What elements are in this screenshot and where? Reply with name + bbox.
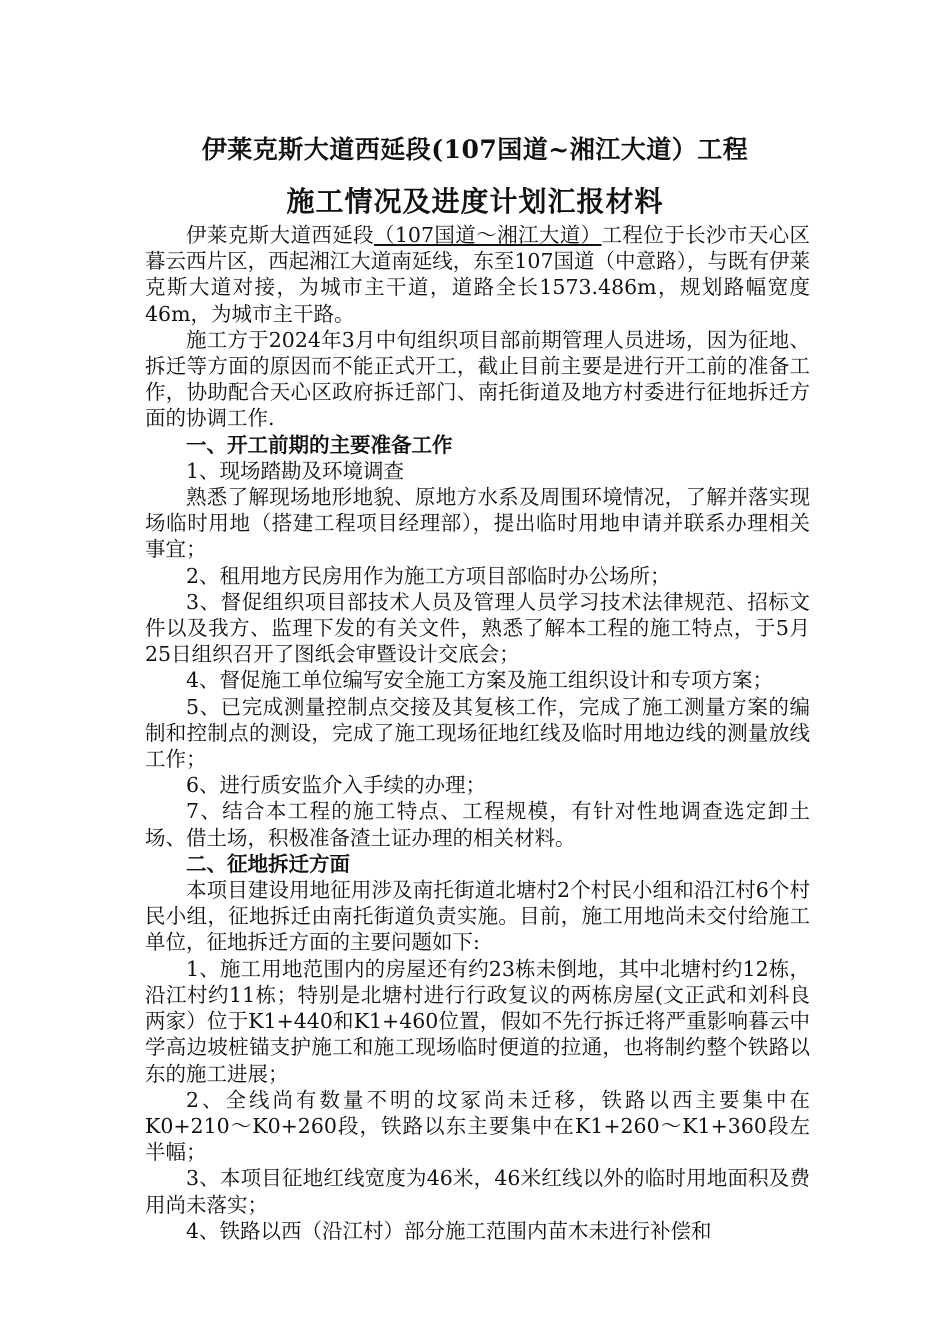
section2-item: 4、铁路以西（沿江村）部分施工范围内苗木未进行补偿和 — [186, 1218, 712, 1243]
section2-item: 3、本项目征地红线宽度为46米，46米红线以外的临时用地面积及费用尚未落实； — [145, 1166, 810, 1217]
section2-heading: 二、征地拆迁方面 — [186, 851, 350, 876]
section1-item: 1、现场踏勘及环境调查 — [186, 458, 405, 483]
section2-item: 2、全线尚有数量不明的坟冢尚未迁移，铁路以西主要集中在K0+210～K0+260段，铁路以东主要集中在K1+260～K1+360段左半幅； — [145, 1087, 810, 1165]
intro-lead: 伊莱克斯大道西延段 — [186, 223, 374, 247]
intro-rest: 工程位于长沙市天心区暮云西片区，西起湘江大道南延线，东至107国道（中意路），与既有伊莱克斯大道对接，为城市主干道，道路全长1573.486m，规划路幅宽度46m，为城市主干路。 — [145, 223, 811, 326]
section2-item: 本项目建设用地征用涉及南托街道北塘村2个村民小组和沿江村6个村民小组，征地拆迁由南托街道负责实施。目前，施工用地尚未交付给施工单位，征地拆迁方面的主要问题如下: — [145, 878, 810, 955]
intro-underlined-range: （107国道～湘江大道） — [374, 223, 602, 247]
section1-item: 6、进行质安监介入手续的办理； — [186, 773, 487, 798]
section1-item: 5、已完成测量控制点交接及其复核工作，完成了施工测量方案的编制和控制点的测设，完成了施工现场征地红线及临时用地边线的测量放线工作； — [145, 694, 810, 772]
section2-item: 1、施工用地范围内的房屋还有约23栋未倒地，其中北塘村约12栋，沿江村约11栋；特别是北塘村进行行政复议的两栋房屋(文正武和刘科良两家）位于K1+440和K1+460位置，假如不先行拆迁将严重影响暮云中学高边坡桩锚支护施工和施工现场临时便道的拉通，也将制约整个铁路以东的施工进展； — [145, 956, 810, 1086]
intro-paragraph — [145, 222, 810, 327]
section1-heading: 一、开工前期的主要准备工作 — [186, 432, 453, 457]
construction-status-paragraph: 施工方于2024年3月中旬组织项目部前期管理人员进场，因为征地、拆迁等方面的原因而不能正式开工，截止目前主要是进行开工前的准备工作，协助配合天心区政府拆迁部门、南托街道及地方村委进行征地拆迁方面的协调工作. — [145, 327, 810, 431]
document-body — [145, 222, 810, 1244]
section1-item: 熟悉了解现场地形地貌、原地方水系及周围环境情况，了解并落实现场临时用地（搭建工程项目经理部），提出临时用地申请并联系办理相关事宜； — [145, 485, 810, 562]
document-title-line1: 伊莱克斯大道西延段(107国道~湘江大道）工程 — [201, 135, 749, 164]
section1-item: 4、督促施工单位编写安全施工方案及施工组织设计和专项方案； — [186, 668, 774, 693]
document-title-line2: 施工情况及进度计划汇报材料 — [286, 185, 664, 218]
section1-item: 7、结合本工程的施工特点、工程规模，有针对性地调查选定卸土场、借土场，积极准备渣土证办理的相关材料。 — [145, 799, 810, 850]
section1-item: 2、租用地方民房用作为施工方项目部临时办公场所； — [186, 563, 671, 588]
section1-item: 3、督促组织项目部技术人员及管理人员学习技术法律规范、招标文件以及我方、监理下发的有关文件，熟悉了解本工程的施工特点，于5月25日组织召开了图纸会审暨设计交底会； — [145, 589, 810, 667]
